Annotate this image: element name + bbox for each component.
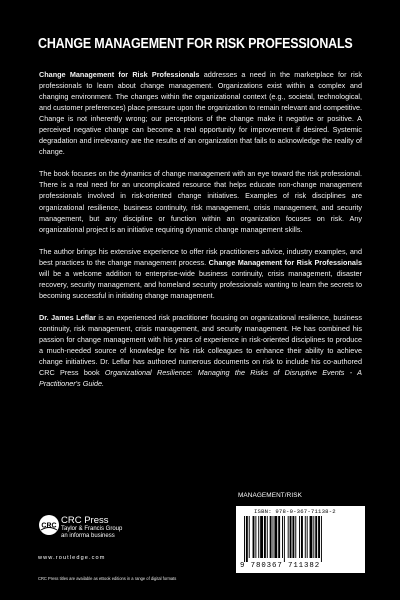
publisher-name: CRC Press <box>61 515 109 526</box>
crc-logo <box>38 514 60 541</box>
publisher-tagline: an informa business <box>61 532 115 539</box>
isbn-text: ISBN: 978-0-367-71138-2 <box>254 508 336 515</box>
publisher-info <box>61 516 122 540</box>
crc-logo-icon <box>38 514 60 536</box>
book-title: CHANGE MANAGEMENT FOR RISK PROFESSIONALS <box>38 36 353 52</box>
paragraph-author-experience: The author brings his extensive experience to offer risk practitioners advice, industry examples, and best practices to the change management process. Change Management for Risk Professionals will be a welcome addition to enterprise-wide business continuity, crisis management, disaster recovery, security management, and homeland security professionals wanting to learn the secrets to becoming successful in initiating change management. <box>39 246 362 300</box>
paragraph-intro: Change Management for Risk Professionals addresses a need in the marketplace for risk professionals to learn about change management. Organizations exist within a complex and changing environment. The changes within the organizational context (e.g., societal, technological, and customer preferences) place pressure upon the organization to remain relevant and competitive. Change is not inherently wrong; our perceptions of the change make it negative or positive. A perceived negative change can become a real opportunity for improvement if desired. Systemic degradation and irrelevancy are the results of an organization that fails to acknowledge the reality of change. <box>39 70 363 157</box>
category-label: MANAGEMENT/RISK <box>238 492 302 499</box>
ebook-note: CRC Press titles are available as eBook editions in a range of digital formats <box>38 576 177 581</box>
paragraph-focus: The book focuses on the dynamics of change management with an eye toward the risk professional. There is a real need for an uncomplicated resource that helps educate non-change management professionals involved in risk-oriented change initiatives. Examples of risk disciplines are organizational resilience, business continuity, risk management, crisis management, and security management, but any discipline or function within an organization focuses on risk. Any organizational project is an initiative requiring dynamic change management skills. <box>39 169 362 234</box>
back-cover-description <box>39 69 362 400</box>
paragraph-author-bio: Dr. James Leflar is an experienced risk practitioner focusing on organizational resilience, business continuity, risk management, crisis management, and security management. He has combined his passion for change management with his years of experience in risk-oriented disciplines to produce a much-needed source of knowledge for his risk colleagues to enhance their ability to achieve change initiatives. Dr. Leflar has authored numerous documents on risk to include his co-authored CRC Press book Organizational Resilience: Managing the Risks of Disruptive Events - A Practitioner's Guide. <box>39 312 362 389</box>
barcode-icon <box>244 516 356 562</box>
publisher-group: Taylor & Francis Group <box>61 526 123 532</box>
svg-text:CRC: CRC <box>41 522 57 530</box>
referenced-book-title: Organizational Resilience: Managing the Risks of Disruptive Events - A Practitioner's Guide. <box>39 368 362 389</box>
barcode-digits: 9 780367 711382 <box>240 562 321 570</box>
book-title-bold: Change Management for Risk Professionals <box>39 70 200 79</box>
book-title-bold: Change Management for Risk Professionals <box>208 257 362 267</box>
barcode-panel <box>236 506 365 573</box>
author-name: Dr. James Leflar <box>39 312 96 322</box>
publisher-url: www.routledge.com <box>38 555 106 561</box>
